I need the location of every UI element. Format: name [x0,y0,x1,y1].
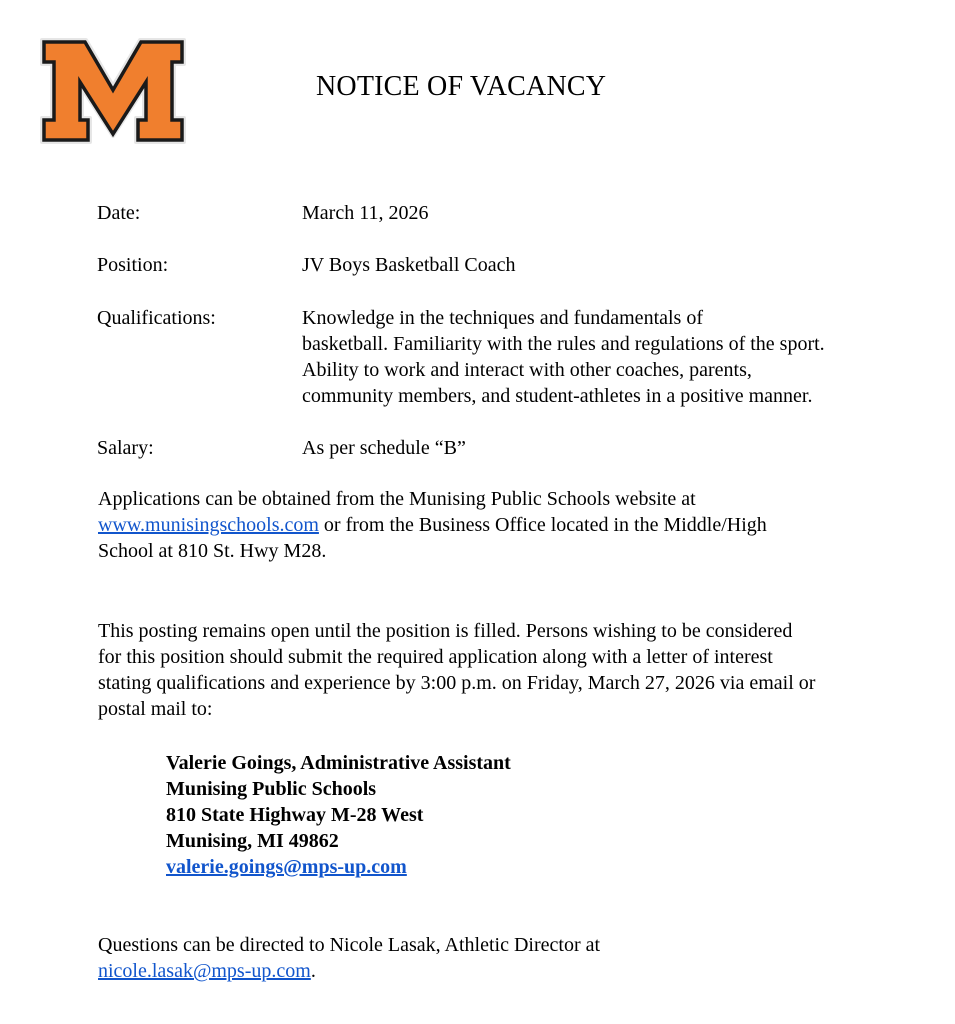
director-email-link[interactable]: nicole.lasak@mps-up.com [98,960,311,982]
website-link[interactable]: www.munisingschools.com [98,514,319,536]
questions-line-2 [98,958,928,984]
contact-address [166,750,511,880]
contact-organization: Munising Public Schools [166,778,377,800]
qualifications-text [302,305,825,409]
applications-line: Applications can be obtained from the Munising Public Schools website at [98,488,696,510]
posting-line: stating qualifications and experience by 3:00 p.m. on Friday, March 27, 2026 via email or [98,672,816,694]
posting-line: for this position should submit the required application along with a letter of interest [98,646,773,668]
qualifications-line: basketball. Familiarity with the rules and regulations of the sport. [302,333,825,355]
page-title: NOTICE OF VACANCY [316,71,607,102]
date-value: March 11, 2026 [302,202,429,224]
contact-email-line [166,854,511,880]
position-label: Position: [97,254,169,276]
m-logo-graphic [40,38,186,144]
contact-street: 810 State Highway M-28 West [166,804,424,826]
salary-value: As per schedule “B” [302,437,466,459]
contact-email-link[interactable]: valerie.goings@mps-up.com [166,856,407,878]
questions-end-punct: . [310,960,316,982]
logo-letter-m [44,42,182,140]
posting-paragraph [98,618,928,722]
date-label: Date: [97,202,141,224]
applications-line-rest: or from the Business Office located in the Middle/High [318,514,767,536]
contact-name-title: Valerie Goings, Administrative Assistant [166,752,511,774]
applications-line-2 [98,512,928,538]
applications-paragraph [98,486,928,564]
posting-line: This posting remains open until the position is filled. Persons wishing to be considered [98,620,793,642]
questions-line: Questions can be directed to Nicole Lasak, Athletic Director at [98,934,601,956]
school-logo [40,38,186,144]
questions-paragraph [98,932,928,984]
salary-label: Salary: [97,437,154,459]
qualifications-line: Ability to work and interact with other coaches, parents, [302,359,752,381]
qualifications-line: community members, and student-athletes in a positive manner. [302,385,813,407]
applications-line: School at 810 St. Hwy M28. [98,540,327,562]
contact-city: Munising, MI 49862 [166,830,339,852]
position-value: JV Boys Basketball Coach [302,254,516,276]
posting-line: postal mail to: [98,698,213,720]
qualifications-line: Knowledge in the techniques and fundamentals of [302,307,703,329]
qualifications-label: Qualifications: [97,307,216,329]
